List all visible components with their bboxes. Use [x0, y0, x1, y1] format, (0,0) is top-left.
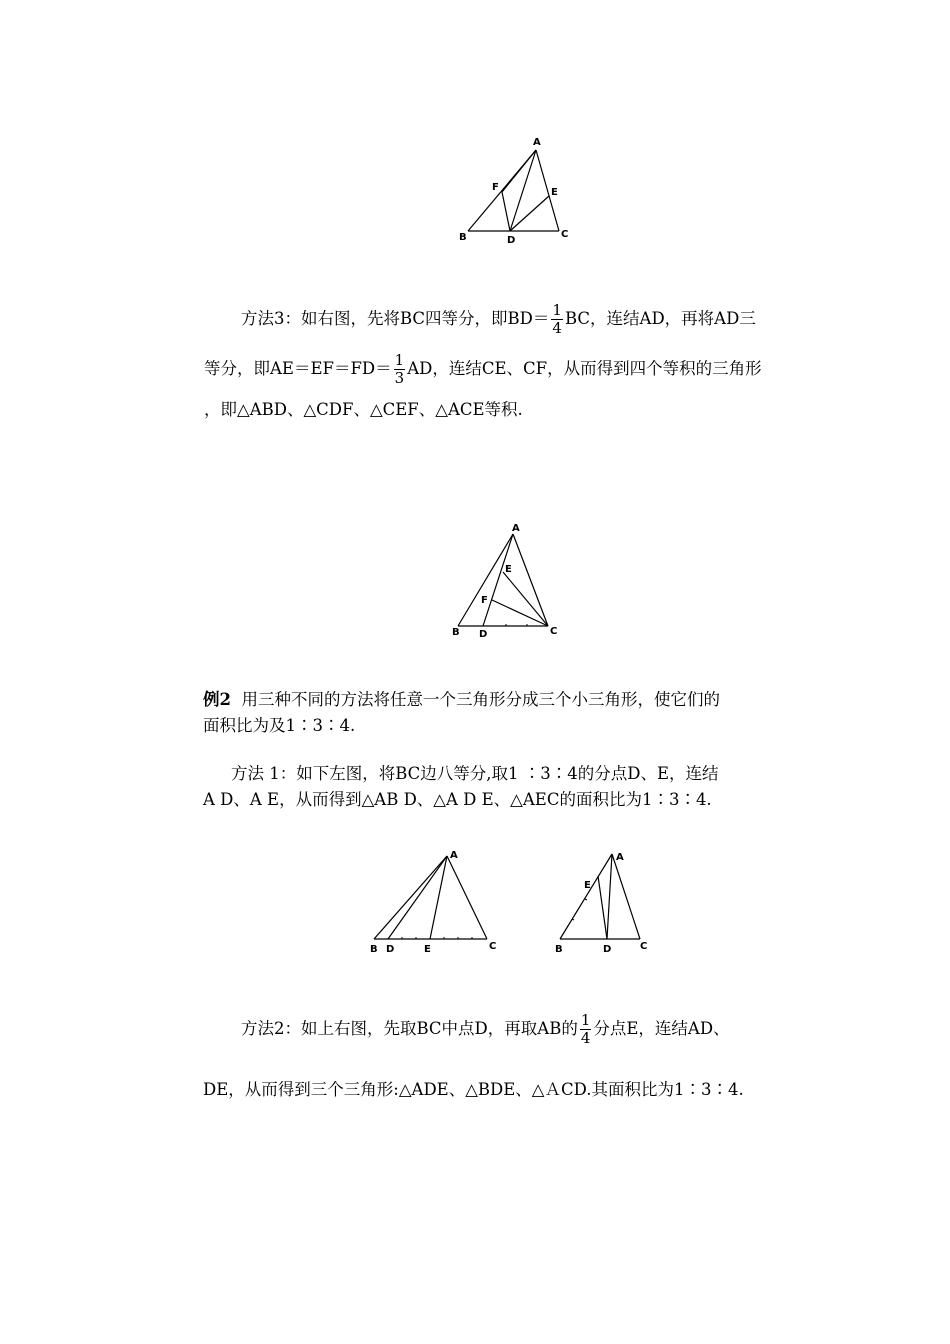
example2-line1-text: 用三种不同的方法将任意一个三角形分成三个小三角形，使它们的: [241, 690, 720, 709]
segment-AB: [560, 854, 612, 939]
label-E: E: [584, 880, 591, 891]
method1-line2-text: A D、A E，从而得到△AB D、△A D E、△AEC的面积比为1∶3∶4.: [203, 790, 712, 809]
fraction-numerator: 1: [580, 1011, 591, 1029]
label-A: A: [616, 852, 624, 863]
method1-line1-text: 方法 1：如下左图，将BC边八等分,取1 ∶3∶4的分点D、E，连结: [231, 764, 719, 783]
label-F: F: [492, 182, 499, 193]
segment-AD: [483, 534, 513, 626]
method3-line2-text-b: AD，连结CE、CF，从而得到四个等积的三角形: [407, 359, 762, 378]
method1-line2: [0, 790, 950, 810]
label-D: D: [603, 944, 612, 955]
label-B: B: [452, 627, 460, 638]
fraction-one-quarter: [580, 1013, 592, 1046]
figure-method3-equal-areas: [448, 520, 568, 645]
label-E: E: [424, 944, 431, 955]
label-A: A: [533, 137, 541, 148]
fraction-denominator: 4: [552, 319, 562, 337]
method2-line2-text: DE，从而得到三个三角形:△ADE、△BDE、△ＡCD.其面积比为1∶3∶4.: [203, 1080, 744, 1099]
tick-ab-1: [585, 899, 587, 900]
figure-method2-midpoint: [550, 842, 660, 962]
fraction-denominator: 3: [394, 369, 405, 387]
label-B: B: [370, 944, 378, 955]
segment-CE: [503, 572, 548, 626]
label-B: B: [555, 944, 563, 955]
method3-line3-text: ，即△ABD、△CDF、△CEF、△ACE等积.: [204, 400, 523, 419]
label-A: A: [512, 523, 520, 534]
label-C: C: [489, 941, 497, 952]
example2-label: 例2: [203, 690, 231, 709]
fraction-one-third: [394, 353, 406, 386]
label-E: E: [505, 564, 512, 575]
label-D: D: [479, 629, 488, 640]
fraction-denominator: 4: [580, 1029, 591, 1047]
method3-line2: [0, 353, 950, 386]
label-F: F: [481, 595, 488, 606]
example2-line1: [0, 690, 950, 710]
method3-line1-text-a: 方法3：如右图，先将BC四等分，即BD＝: [241, 309, 550, 328]
method3-line1: [0, 303, 950, 336]
method1-line1: [0, 764, 950, 784]
figure-method3-quarter: [455, 130, 575, 250]
segment-AC: [447, 856, 487, 939]
example2-line2-text: 面积比为及1∶3∶4.: [203, 716, 356, 735]
fraction-one-quarter: [551, 303, 563, 336]
segment-AD: [607, 854, 612, 939]
segment-FA: [502, 150, 536, 192]
method3-line1-text-b: BC，连结AD，再将AD三: [564, 309, 756, 328]
label-C: C: [561, 229, 569, 240]
fraction-numerator: 1: [552, 301, 562, 319]
method2-line1-text-a: 方法2：如上右图，先取BC中点D，再取AB的: [241, 1019, 578, 1038]
example2-line2: [0, 716, 950, 736]
segment-AC: [612, 854, 640, 939]
method2-line1: [0, 1013, 950, 1046]
method2-line1-text-b: 分点E，连结AD、: [593, 1019, 730, 1038]
label-B: B: [459, 232, 467, 243]
label-C: C: [550, 626, 558, 637]
method3-line2-text-a: 等分，即AE＝EF＝FD＝: [204, 359, 392, 378]
label-C: C: [640, 941, 648, 952]
figure-method1-eighths: [365, 842, 510, 962]
segment-AB: [374, 856, 447, 939]
segment-AB: [458, 534, 513, 626]
method3-line3: [0, 400, 950, 420]
label-D: D: [507, 235, 516, 246]
segment-DE: [598, 876, 607, 939]
segment-DF: [502, 192, 510, 231]
method2-line2: [0, 1080, 950, 1100]
label-E: E: [551, 187, 558, 198]
label-D: D: [386, 944, 395, 955]
fraction-numerator: 1: [394, 351, 405, 369]
label-A: A: [450, 850, 458, 861]
